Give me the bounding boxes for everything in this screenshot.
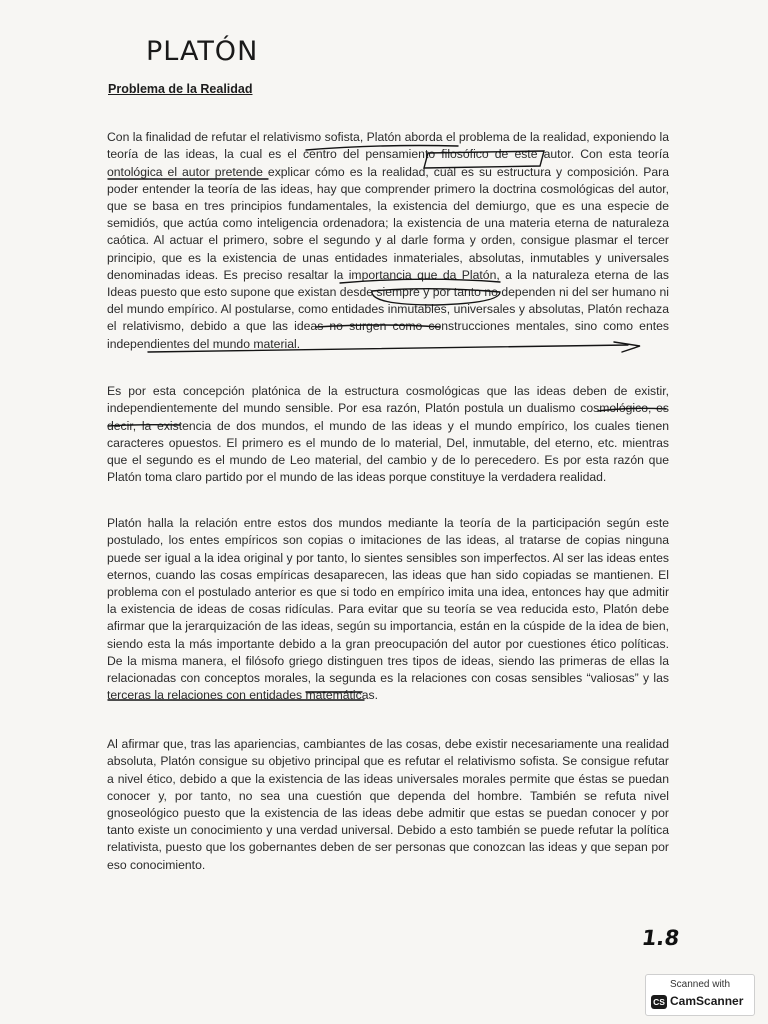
- section-heading: Problema de la Realidad: [108, 82, 253, 96]
- watermark-brand: CamScanner: [670, 994, 744, 1008]
- paragraph-1: Con la finalidad de refutar el relativismo sofista, Platón aborda el problema de la realidad, exponiendo la teoría de las ideas, la cual es el centro del pensamiento filosófico de este autor. Con esta teoría ontológica el autor pretende explicar cómo es la realidad, cuál es su estructura y composición. Para poder entender la teoría de las ideas, hay que comprender primero la doctrina cosmológicas del autor, que se basa en tres principios fundamentales, la existencia del demiurgo, que es una especie de semidiós, que actúa como inteligencia ordenadora; la existencia de una materia eterna de naturaleza caótica. Al actuar el primero, sobre el segundo y al darle forma y orden, consigue plasmar el tercer principio, que es la existencia de unas entidades inmateriales, absolutas, inmutables y universales denominadas ideas. Es preciso resaltar la importancia que da Platón, a la naturaleza eterna de las Ideas puesto que esto supone que existan desde siempre y por tanto no dependen ni del ser humano ni del mundo empírico. Al postularse, como entidades inmutables, universales y absolutas, Platón rechaza el relativismo, debido a que las ideas no surgen como construcciones mentales, sino como entes independientes del mundo material.: [107, 130, 669, 351]
- watermark-caption: Scanned with: [669, 979, 731, 990]
- paragraph-3: Platón halla la relación entre estos dos mundos mediante la teoría de la participación según este postulado, los entes empíricos son copias o imitaciones de las ideas, al tratarse de copias ninguna puede ser igual a la idea original y por tanto, lo sientes sensibles son imperfectos. Al ser las ideas entes eternos, cuando las cosas empíricas desaparecen, las ideas que han sido copiadas se mantienen. El problema con el postulado anterior es que si todo en empírico imita una idea, entonces hay que admitir la existencia de ideas de cosas ridículas. Para evitar que su teoría se vea reducida esto, Platón debe afirmar que la jerarquización de las ideas, según su importancia, están en la cúspide de la idea de bien, siendo esta la más importante debido a la gran preocupación del autor por cuestiones ético políticas. De la misma manera, el filósofo griego distinguen tres tipos de ideas, siendo las primeras de ellas la relacionadas con conceptos morales, la segunda es la relaciones con cosas sensibles “valiosas” y las terceras la relaciones con entidades matemáticas.: [107, 516, 669, 703]
- paragraph-2: Es por esta concepción platónica de la estructura cosmológicas que las ideas deben de existir, independientemente del mundo sensible. Por esa razón, Platón postula un dualismo cosmológico, es decir, la existencia de dos mundos, el mundo de las ideas y el mundo empírico, los cuales tienen caracteres opuestos. El primero es el mundo de lo material, Del, inmutable, del eterno, etc. mientras que el segundo es el mundo de Leo material, del cambio y de lo perecedero. Es por esta razón que Platón toma claro partido por el mundo de las ideas porque constituye la verdadera realidad.: [107, 384, 669, 485]
- handwritten-grade: 1.8: [640, 926, 681, 950]
- handwritten-title: PLATÓN: [146, 36, 259, 67]
- camscanner-watermark: [645, 974, 755, 1016]
- camscanner-logo-icon: CS: [651, 995, 667, 1009]
- paragraph-4: Al afirmar que, tras las apariencias, cambiantes de las cosas, debe existir necesariamente una realidad absoluta, Platón consigue su objetivo principal que es refutar el relativismo sofista. Se consigue refutar a nivel ético, debido a que la existencia de las ideas universales morales permite que éstas se puedan conocer y, por tanto, no sea una cuestión que dependa del hombre. También se refuta nivel gnoseológico puesto que la existencia de las ideas debe admitir que estas se puedan conocer y por tanto existe un conocimiento y una verdad universal. Debido a esto también se puede refutar la política relativista, puesto que los gobernantes deben de ser personas que conozcan las ideas y que sepan por eso conocimiento.: [107, 737, 669, 872]
